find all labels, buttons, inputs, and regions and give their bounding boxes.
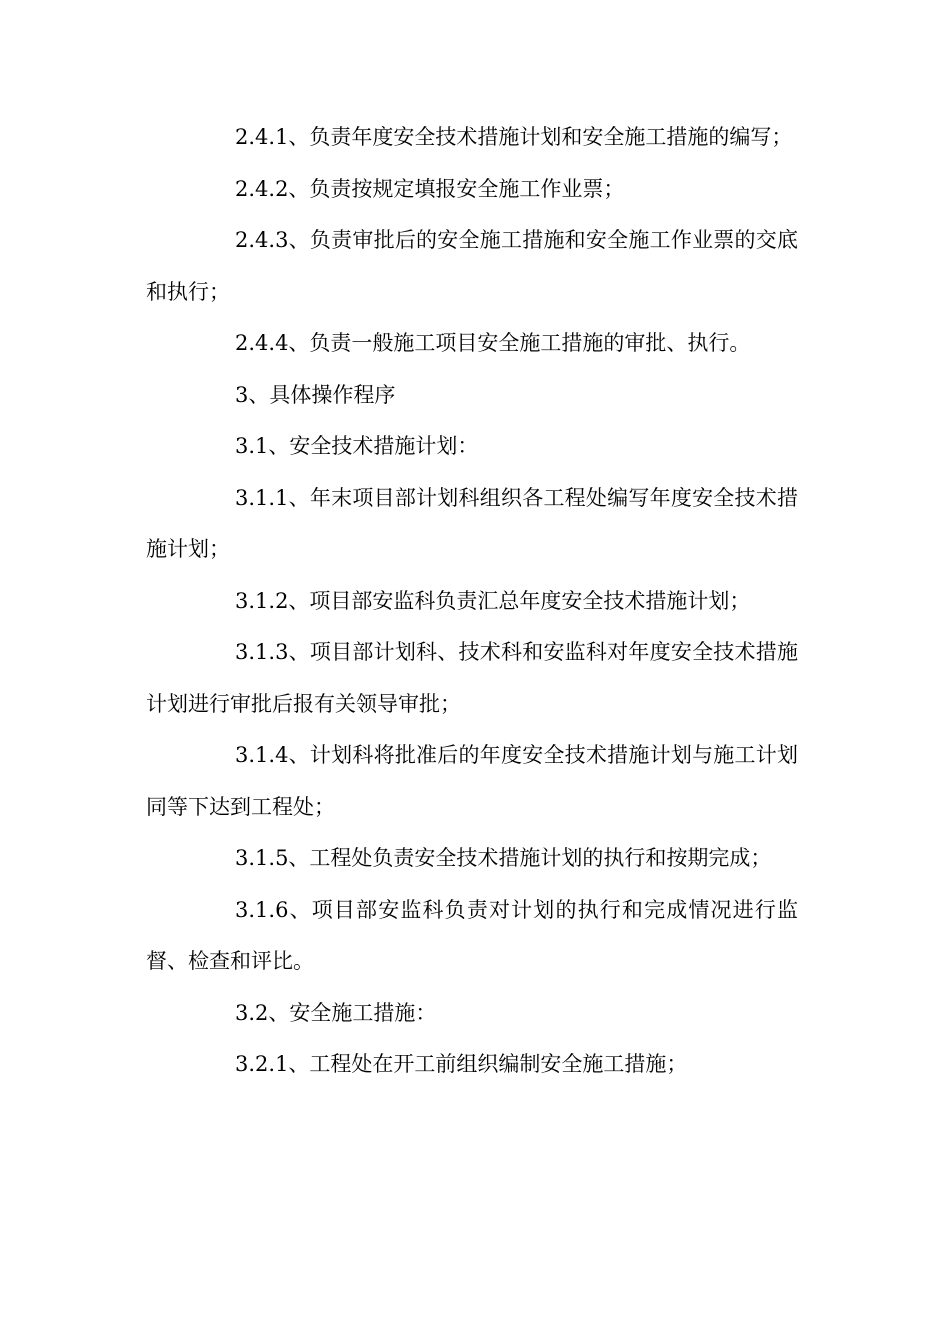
paragraph-3-1-3: 3.1.3、项目部计划科、技术科和安监科对年度安全技术措施计划进行审批后报有关领导审批；	[146, 640, 798, 716]
paragraph-3-1-5: 3.1.5、工程处负责安全技术措施计划的执行和按期完成；	[235, 846, 772, 870]
paragraph-2-4-4: 2.4.4、负责一般施工项目安全施工措施的审批、执行。	[235, 331, 751, 355]
paragraph-3-1-6: 3.1.6、项目部安监科负责对计划的执行和完成情况进行监督、检查和评比。	[146, 897, 798, 973]
paragraph-3-1-2: 3.1.2、项目部安监科负责汇总年度安全技术措施计划；	[235, 588, 751, 613]
subsection-heading-3-2: 3.2、安全施工措施：	[235, 1000, 437, 1025]
paragraph-2-4-1: 2.4.1、负责年度安全技术措施计划和安全施工措施的编写；	[235, 125, 793, 149]
paragraph-3-2-1: 3.2.1、工程处在开工前组织编制安全施工措施；	[235, 1052, 688, 1076]
section-heading-3: 3、具体操作程序	[235, 382, 396, 407]
document-body	[146, 112, 798, 1091]
paragraph-2-4-2: 2.4.2、负责按规定填报安全施工作业票；	[235, 176, 625, 201]
subsection-heading-3-1: 3.1、安全技术措施计划：	[235, 434, 479, 458]
paragraph-3-1-4: 3.1.4、计划科将批准后的年度安全技术措施计划与施工计划同等下达到工程处；	[146, 743, 798, 819]
paragraph-3-1-1: 3.1.1、年末项目部计划科组织各工程处编写年度安全技术措施计划；	[146, 485, 798, 561]
paragraph-2-4-3: 2.4.3、负责审批后的安全施工措施和安全施工作业票的交底和执行；	[146, 228, 798, 304]
